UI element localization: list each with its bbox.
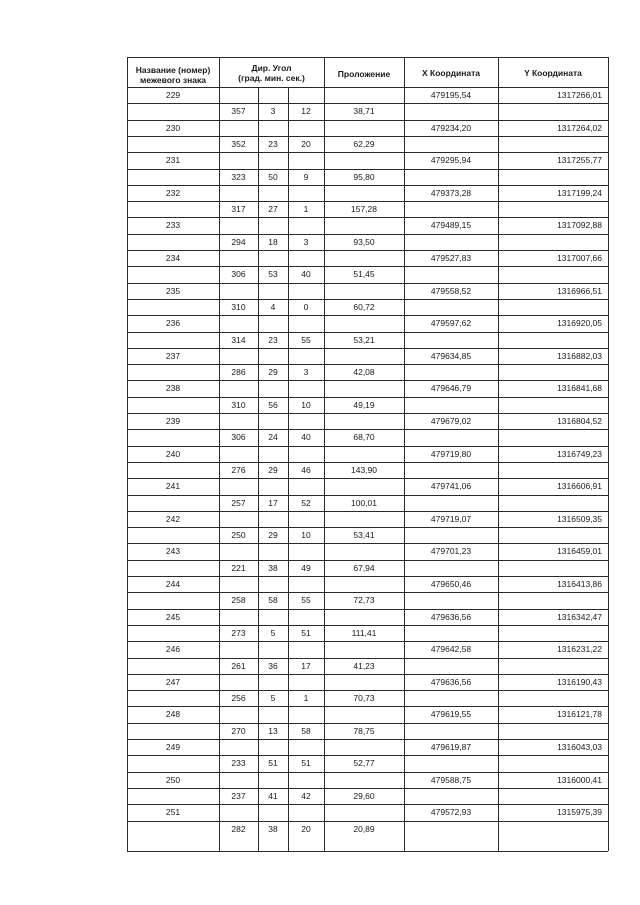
table-border-bottom (127, 851, 608, 852)
angle-seconds: 20 (301, 138, 311, 149)
segment-length: 143,90 (351, 464, 377, 475)
angle-degrees: 314 (231, 334, 246, 345)
table-border-right (608, 57, 609, 851)
x-coordinate: 479597,62 (430, 318, 472, 329)
y-coordinate: 1316190,43 (557, 676, 602, 687)
row-divider (127, 674, 608, 675)
y-coordinate: 1316342,47 (557, 611, 602, 622)
angle-seconds: 1 (303, 204, 309, 215)
row-divider (127, 299, 608, 300)
y-coordinate: 1316606,91 (557, 481, 602, 492)
angle-minutes: 41 (268, 790, 278, 801)
angle-seconds: 3 (303, 367, 309, 378)
angle-seconds: 0 (303, 301, 309, 312)
row-divider (127, 625, 608, 626)
angle-seconds: 55 (301, 595, 311, 606)
y-coordinate: 1317264,02 (557, 122, 602, 133)
angle-degrees: 306 (231, 432, 246, 443)
row-divider (127, 543, 608, 544)
angle-minutes: 29 (268, 530, 278, 541)
angle-minutes: 56 (268, 399, 278, 410)
x-coordinate: 479719,07 (430, 513, 472, 524)
header-y-coordinate: Y Координата (524, 68, 582, 78)
angle-seconds: 1 (303, 693, 309, 704)
y-coordinate: 1316749,23 (557, 448, 602, 459)
y-coordinate: 1317266,01 (557, 90, 602, 100)
angle-seconds: 49 (301, 562, 311, 573)
angle-minutes: 50 (268, 171, 278, 182)
segment-length: 29,60 (353, 790, 375, 801)
angle-degrees: 286 (231, 367, 246, 378)
row-divider (127, 592, 608, 593)
point-name: 233 (165, 220, 181, 231)
angle-degrees: 261 (231, 660, 246, 671)
angle-seconds: 52 (301, 497, 311, 508)
y-coordinate: 1316804,52 (557, 416, 602, 426)
header-angle-line2: (град. мин. сек.) (238, 73, 305, 83)
angle-minutes: 13 (268, 725, 278, 736)
segment-length: 70,73 (353, 693, 375, 704)
y-coordinate: 1316231,22 (557, 644, 602, 655)
point-name: 243 (165, 546, 181, 557)
angle-seconds: 58 (301, 725, 311, 736)
angle-minutes: 51 (268, 758, 278, 769)
segment-length: 100,01 (351, 497, 377, 508)
row-divider (127, 478, 608, 479)
y-coordinate: 1316882,03 (557, 350, 602, 361)
angle-minutes: 58 (268, 595, 278, 606)
angle-degrees: 233 (231, 758, 246, 769)
point-name: 238 (165, 383, 181, 394)
angle-minutes: 27 (268, 204, 278, 215)
angle-minutes: 18 (268, 236, 278, 247)
row-divider (127, 364, 608, 365)
row-divider (127, 804, 608, 805)
angle-seconds: 46 (301, 464, 311, 475)
row-divider (127, 380, 608, 381)
segment-length: 72,73 (353, 595, 375, 606)
point-name: 237 (165, 350, 181, 361)
point-name: 240 (165, 448, 181, 459)
x-coordinate: 479619,87 (430, 742, 472, 752)
angle-seconds: 3 (303, 236, 309, 247)
header-length: Проложение (337, 69, 391, 79)
row-divider (127, 217, 608, 218)
angle-minutes: 5 (270, 627, 276, 638)
angle-degrees: 352 (231, 138, 246, 149)
point-name: 234 (165, 253, 181, 263)
angle-degrees: 237 (231, 790, 246, 801)
y-coordinate: 1317255,77 (557, 155, 602, 166)
point-name: 245 (165, 611, 181, 622)
row-divider (127, 755, 608, 756)
row-divider (127, 658, 608, 659)
row-divider (127, 772, 608, 773)
point-name: 251 (165, 807, 181, 818)
angle-minutes: 29 (268, 367, 278, 378)
angle-degrees: 250 (231, 530, 246, 541)
row-divider (127, 609, 608, 610)
segment-length: 111,41 (351, 627, 377, 638)
point-name: 250 (165, 774, 181, 785)
point-name: 230 (165, 122, 181, 133)
point-name: 247 (165, 676, 181, 687)
segment-length: 49,19 (353, 399, 375, 410)
point-name: 229 (165, 90, 181, 100)
point-name: 248 (165, 709, 181, 720)
x-coordinate: 479646,79 (430, 383, 472, 394)
x-coordinate: 479527,83 (430, 253, 472, 263)
table-border-top (127, 57, 608, 58)
point-name: 241 (165, 481, 181, 492)
segment-length: 38,71 (353, 106, 375, 117)
angle-seconds: 51 (301, 627, 311, 638)
x-coordinate: 479679,02 (430, 416, 472, 426)
segment-length: 52,77 (353, 758, 375, 769)
row-divider (127, 201, 608, 202)
y-coordinate: 1316966,51 (557, 285, 602, 296)
angle-minutes: 5 (270, 693, 276, 704)
segment-length: 93,50 (353, 236, 375, 247)
angle-seconds: 9 (303, 171, 309, 182)
x-coordinate: 479489,15 (430, 220, 472, 231)
x-coordinate: 479619,55 (430, 709, 472, 720)
y-coordinate: 1316459,01 (557, 546, 602, 557)
point-name: 231 (165, 155, 181, 166)
angle-degrees: 310 (231, 301, 246, 312)
row-divider (127, 690, 608, 691)
row-divider (127, 413, 608, 414)
point-name: 249 (165, 742, 181, 752)
row-divider (127, 739, 608, 740)
point-name: 232 (165, 187, 181, 198)
row-divider (127, 788, 608, 789)
segment-length: 20,89 (353, 823, 375, 834)
angle-seconds: 42 (301, 790, 311, 801)
segment-length: 95,80 (353, 171, 375, 182)
angle-degrees: 221 (231, 562, 246, 573)
row-divider (127, 136, 608, 137)
x-coordinate: 479234,20 (430, 122, 472, 133)
segment-length: 42,08 (353, 367, 375, 378)
angle-seconds: 17 (301, 660, 311, 671)
row-divider (127, 576, 608, 577)
angle-seconds: 10 (301, 399, 311, 410)
row-divider (127, 527, 608, 528)
header-angle-line1: Дир. Угол (251, 63, 292, 73)
angle-seconds: 40 (301, 432, 311, 443)
x-coordinate: 479373,28 (430, 187, 472, 198)
x-coordinate: 479634,85 (430, 350, 472, 361)
point-name: 239 (165, 416, 181, 426)
segment-length: 78,75 (353, 725, 375, 736)
angle-seconds: 40 (301, 269, 311, 280)
row-divider (127, 706, 608, 707)
row-divider (127, 169, 608, 170)
y-coordinate: 1316000,41 (557, 774, 602, 785)
angle-seconds: 12 (301, 106, 311, 117)
angle-minutes: 23 (268, 138, 278, 149)
angle-degrees: 256 (231, 693, 246, 704)
segment-length: 60,72 (353, 301, 375, 312)
point-name: 244 (165, 579, 181, 589)
row-divider (127, 821, 608, 822)
segment-length: 67,94 (353, 562, 375, 573)
y-coordinate: 1316413,86 (557, 579, 602, 589)
angle-degrees: 270 (231, 725, 246, 736)
segment-length: 53,41 (353, 530, 375, 541)
angle-minutes: 36 (268, 660, 278, 671)
segment-length: 157,28 (351, 204, 377, 215)
row-divider (127, 234, 608, 235)
row-divider (127, 429, 608, 430)
point-name: 242 (165, 513, 181, 524)
angle-degrees: 257 (231, 497, 246, 508)
row-divider (127, 266, 608, 267)
row-divider (127, 348, 608, 349)
header-divider (127, 87, 608, 88)
row-divider (127, 315, 608, 316)
y-coordinate: 1317007,66 (557, 253, 602, 263)
row-divider (127, 397, 608, 398)
row-divider (127, 185, 608, 186)
segment-length: 68,70 (353, 432, 375, 443)
y-coordinate: 1315975,39 (557, 807, 602, 818)
row-divider (127, 641, 608, 642)
angle-degrees: 258 (231, 595, 246, 606)
angle-degrees: 276 (231, 464, 246, 475)
angle-degrees: 282 (231, 823, 246, 834)
angle-degrees: 310 (231, 399, 246, 410)
row-divider (127, 723, 608, 724)
angle-seconds: 55 (301, 334, 311, 345)
row-divider (127, 332, 608, 333)
segment-length: 41,23 (353, 660, 375, 671)
x-coordinate: 479636,56 (430, 611, 472, 622)
angle-minutes: 38 (268, 823, 278, 834)
boundary-coordinates-table (127, 57, 608, 851)
point-name: 235 (165, 285, 181, 296)
row-divider (127, 103, 608, 104)
header-x-coordinate: X Координата (422, 68, 480, 78)
angle-seconds: 51 (301, 758, 311, 769)
row-divider (127, 560, 608, 561)
header-name-line2: межевого знака (140, 75, 206, 85)
angle-degrees: 323 (231, 171, 246, 182)
segment-length: 51,45 (353, 269, 375, 280)
angle-degrees: 294 (231, 236, 246, 247)
x-coordinate: 479588,75 (430, 774, 472, 785)
row-divider (127, 250, 608, 251)
row-divider (127, 120, 608, 121)
x-coordinate: 479572,93 (430, 807, 472, 818)
point-name: 246 (165, 644, 181, 655)
y-coordinate: 1316121,78 (557, 709, 602, 720)
x-coordinate: 479195,54 (430, 90, 472, 100)
y-coordinate: 1316920,05 (557, 318, 602, 329)
segment-length: 62,29 (353, 138, 375, 149)
angle-degrees: 306 (231, 269, 246, 280)
angle-degrees: 357 (231, 106, 246, 117)
y-coordinate: 1316509,35 (557, 513, 602, 524)
point-name: 236 (165, 318, 181, 329)
row-divider (127, 446, 608, 447)
segment-length: 53,21 (353, 334, 375, 345)
y-coordinate: 1317092,88 (557, 220, 602, 231)
y-coordinate: 1317199,24 (557, 187, 602, 198)
angle-minutes: 3 (270, 106, 276, 117)
angle-degrees: 273 (231, 627, 246, 638)
angle-minutes: 17 (268, 497, 278, 508)
angle-seconds: 20 (301, 823, 311, 834)
y-coordinate: 1316841,68 (557, 383, 602, 394)
x-coordinate: 479701,23 (430, 546, 472, 557)
row-divider (127, 152, 608, 153)
angle-minutes: 38 (268, 562, 278, 573)
y-coordinate: 1316043,03 (557, 742, 602, 752)
angle-degrees: 317 (231, 204, 246, 215)
x-coordinate: 479636,56 (430, 676, 472, 687)
row-divider (127, 462, 608, 463)
x-coordinate: 479719,80 (430, 448, 472, 459)
header-name-line1: Название (номер) (135, 65, 211, 75)
angle-minutes: 53 (268, 269, 278, 280)
x-coordinate: 479650,46 (430, 579, 472, 589)
x-coordinate: 479642,58 (430, 644, 472, 655)
row-divider (127, 283, 608, 284)
row-divider (127, 511, 608, 512)
angle-seconds: 10 (301, 530, 311, 541)
angle-minutes: 29 (268, 464, 278, 475)
angle-minutes: 23 (268, 334, 278, 345)
angle-minutes: 24 (268, 432, 278, 443)
x-coordinate: 479295,94 (430, 155, 472, 166)
row-divider (127, 495, 608, 496)
angle-minutes: 4 (270, 301, 276, 312)
x-coordinate: 479741,06 (430, 481, 472, 492)
x-coordinate: 479558,52 (430, 285, 472, 296)
